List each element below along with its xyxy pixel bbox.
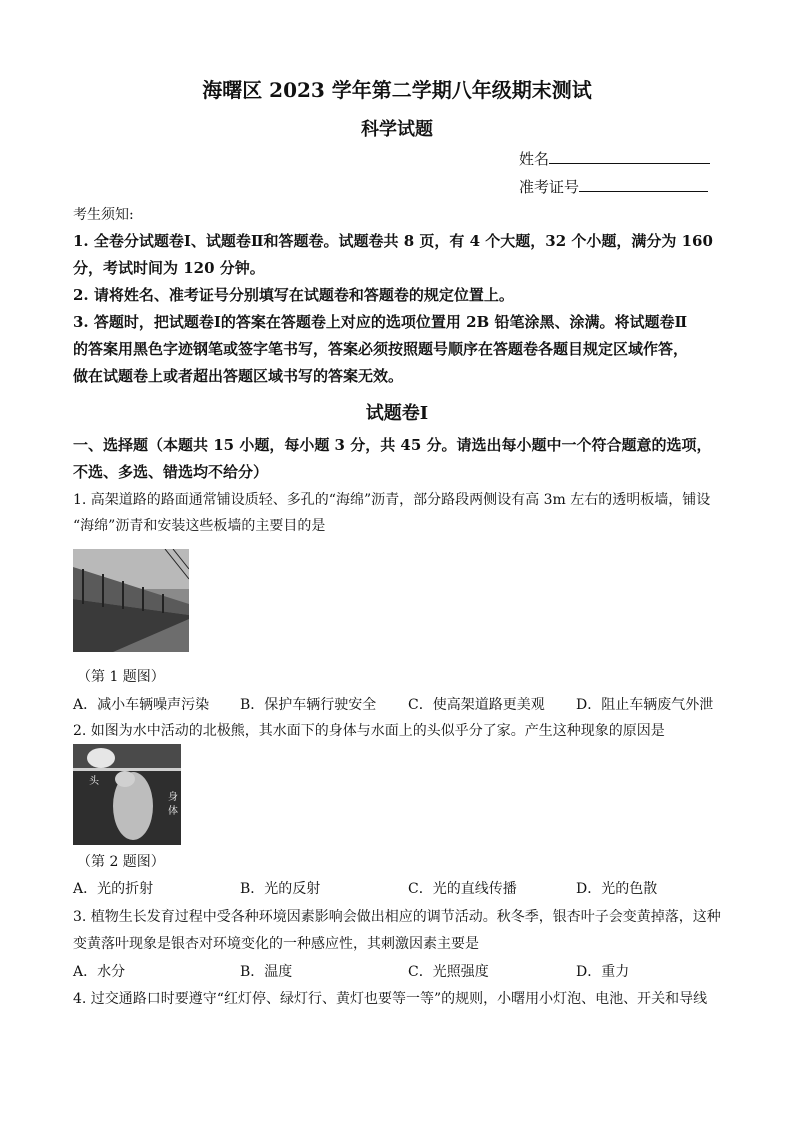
exam-subtitle: 科学试题 [361, 119, 433, 140]
photo-label-head: 头 [89, 776, 99, 787]
q1-figure-caption: （第 1 题图） [77, 669, 165, 685]
q3-stem-2: 变黄落叶现象是银杏对环境变化的一种感应性，其刺激因素主要是 [73, 936, 479, 952]
notice-heading: 考生须知: [73, 207, 134, 223]
id-blank [579, 177, 708, 192]
part1-instructions-2: 不选、多选、错选均不给分） [73, 463, 269, 481]
q2-figure-caption: （第 2 题图） [77, 854, 165, 870]
exam-title: 海曙区 2023 学年第二学期八年级期末测试 [202, 78, 592, 102]
q3-option-d: D．重力 [576, 964, 630, 980]
notice-line-3c: 做在试题卷上或者超出答题区域书写的答案无效。 [73, 367, 404, 385]
q1-option-a: A．减小车辆噪声污染 [73, 697, 210, 713]
q1-figure-highway-photo [73, 549, 189, 652]
q3-option-c: C．光照强度 [408, 964, 489, 980]
highway-sound-barrier-image [73, 549, 189, 652]
notice-line-1b: 分，考试时间为 120 分钟。 [73, 259, 265, 277]
section-title: 试题卷Ⅰ [365, 403, 429, 424]
q1-stem-2: “海绵”沥青和安装这些板墙的主要目的是 [73, 518, 326, 534]
q3-option-b: B．温度 [240, 964, 293, 980]
q1-stem-1: 1. 高架道路的路面通常铺设质轻、多孔的“海绵”沥青，部分路段两侧设有高 3m 左右的透明板墙，铺设 [73, 492, 711, 508]
name-blank [549, 149, 710, 164]
name-label: 姓名 [519, 150, 550, 168]
name-field [519, 148, 710, 169]
notice-line-1: 1. 全卷分试题卷Ⅰ、试题卷Ⅱ和答题卷。试题卷共 8 页，有 4 个大题，32 个小题，满分为 160 [73, 232, 713, 250]
q1-option-b: B．保护车辆行驶安全 [240, 697, 377, 713]
q2-figure-polar-bear-photo [73, 744, 181, 845]
notice-line-3: 3. 答题时，把试题卷Ⅰ的答案在答题卷上对应的选项位置用 2B 铅笔涂黑、涂满。将试题卷Ⅱ [73, 313, 688, 331]
q1-option-c: C．使高架道路更美观 [408, 697, 545, 713]
id-label: 准考证号 [519, 178, 580, 196]
q2-option-a: A．光的折射 [73, 881, 154, 897]
q1-option-d: D．阻止车辆废气外泄 [576, 697, 714, 713]
q3-option-a: A．水分 [73, 964, 126, 980]
q4-stem-1: 4. 过交通路口时要遵守“红灯停、绿灯行、黄灯也要等一等”的规则，小曙用小灯泡、电池、开关和导线 [73, 991, 708, 1007]
q2-option-c: C．光的直线传播 [408, 881, 517, 897]
notice-line-3b: 的答案用黑色字迹钢笔或签字笔书写，答案必须按照题号顺序在答题卷各题目规定区域作答， [73, 340, 689, 358]
part1-instructions-1: 一、选择题（本题共 15 小题，每小题 3 分，共 45 分。请选出每小题中一个符合题意的选项， [73, 436, 712, 454]
q3-stem-1: 3. 植物生长发育过程中受各种环境因素影响会做出相应的调节活动。秋冬季，银杏叶子会变黄掉落，这种 [73, 909, 721, 925]
q2-option-d: D．光的色散 [576, 881, 658, 897]
notice-line-2: 2. 请将姓名、准考证号分别填写在试题卷和答题卷的规定位置上。 [73, 286, 514, 304]
photo-label-body-2: 体 [168, 806, 178, 817]
q2-option-b: B．光的反射 [240, 881, 321, 897]
q2-stem-1: 2. 如图为水中活动的北极熊，其水面下的身体与水面上的头似乎分了家。产生这种现象的原因是 [73, 723, 665, 739]
polar-bear-image [73, 744, 181, 845]
photo-label-body-1: 身 [168, 792, 178, 803]
id-field [519, 176, 708, 197]
